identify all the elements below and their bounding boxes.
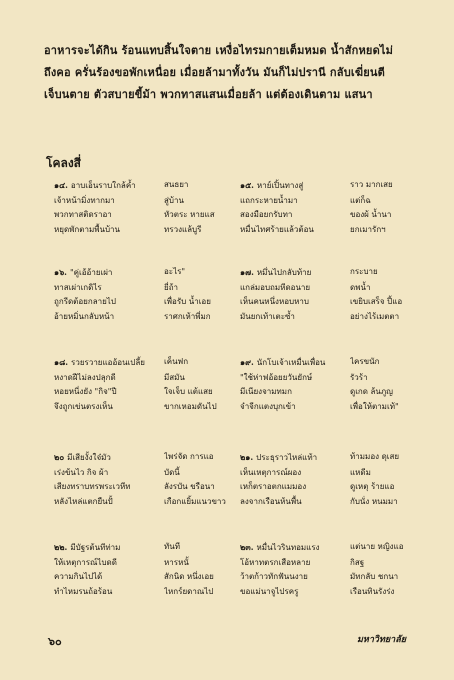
stanza [54,540,230,599]
stanza-line [240,385,416,400]
verse-second-half: ไหกร์ยดาณไป [164,586,214,596]
verse-first-half: อาบเอ็นราบใกล้ค้ำ [70,181,136,190]
verse-second-half: ทันที [164,542,181,551]
verse-second-half: ใจเจ็บ แต้แสย [164,387,213,396]
verse-second-half: หารหนั้ [164,557,189,567]
verse-second-half: เรือนทินรังร่ง [350,586,395,596]
stanza-line [54,295,230,310]
verse-first-half: อ้ายหมิ่นกลับหน้า [54,311,115,321]
verse-second-half: เกือกแยิ้มแนวขาว [164,496,226,506]
stanza-line [240,540,416,556]
verse-second-half: ของผ้ น้ำนา [350,210,392,219]
verse-first-half: ลงจากเรือนห้นพื้น [240,496,302,506]
stanza-line [54,495,230,510]
stanza [54,178,230,237]
stanza-line [240,495,416,510]
verse-second-half: สนธยา [164,180,189,189]
verse-first-half: ถูกรีดต้อยกลายไป [54,297,116,306]
stanza-line [54,355,230,371]
verse-first-half: เห็นคนหนึ่งหอบหาบ [240,297,309,306]
verse-second-half: เพื่อให้ตามเท้" [350,401,399,411]
verse-first-half: เหก็ตราอตกแมมอง [240,482,307,491]
stanza-line [54,194,230,209]
verse-first-half: หมื่นไวรินทอมแรง [256,543,320,552]
verse-first-half: รวยรวายแออ้อนเปลี้ย [71,358,145,367]
stanza-line [54,385,230,400]
verse-second-half: ลังรบัน ขรือนา [164,482,215,491]
stanza-number: ๒๓. [240,542,254,552]
stanza [240,540,416,599]
verse-first-half: แถกระหายน้ำมา [240,195,298,205]
verse-first-half: เสียงทราบทรพระเวหีท [54,482,131,491]
verse-first-half: หอยหนี่งยัง "กิจ"ปี [54,387,117,396]
verse-first-half: จึงถูกเข่นตรงเห็น [54,401,113,411]
stanza-line [240,450,416,466]
stanza-line [54,371,230,386]
verse-second-half: สู่บ้าน [164,195,184,205]
verse-first-half: เจ้าหน้ามิ่งทากมา [54,195,115,205]
stanza-number: ๑๔. [54,180,68,190]
verse-first-half: เร่งข้นไว กิจ ผ้า [54,467,109,477]
stanza [240,450,416,509]
verse-first-half: ว้าตก้าวทักฟันนงาย [240,572,308,581]
stanza [54,355,230,414]
verse-first-half: "ใช้ห่าฟอ้อยยวันยักษ์ [240,372,313,382]
stanza [240,265,416,324]
stanza-number: ๑๖. [54,267,67,277]
page-number: ๖๐ [48,635,62,648]
verse-second-half: มัทกลับ ชกนา [350,572,399,581]
stanza-line [54,178,230,194]
verse-second-half: ดูเกด ล้นภูญ [350,387,393,396]
verse-first-half: หาย์เปิ้นทางสู่ [256,181,304,190]
stanza-number: ๑๕. [240,180,254,190]
verse-second-half: ราศกเห้าพี่มก [164,311,211,321]
stanza-line [240,194,416,209]
verse-second-half: เค็นฟก [164,357,189,366]
stanza-line [240,355,416,371]
verse-second-half: สักนิด หนึ่งเอย [164,572,214,581]
verse-second-half: เพื่อรับ น้ำเอย [164,297,211,306]
stanza-line [54,223,230,238]
verse-first-half: มีเนียงจามทมก [240,387,292,396]
verse-first-half: "คู่เอ้อ้ายเผ่า [69,268,113,277]
stanza-line [54,450,230,466]
verse-second-half: ขากเหอมดันไป [164,401,217,411]
verse-first-half: ความกินไปได้ [54,572,103,581]
stanza-line [54,570,230,585]
verse-first-half: พวกทาสติดราอา [54,210,112,219]
stanza-number: ๒๑. [240,452,254,462]
stanza-number: ๒๐ [54,452,65,462]
stanza-line [240,295,416,310]
stanza-line [240,585,416,600]
verse-second-half: บัดนี้ [164,467,180,477]
stanza-line [54,466,230,481]
verse-second-half: ยกเมารักฯ [350,224,386,234]
prose-paragraph: อาหารจะได้กิน ร้อนแทบสิ้นใจตาย เหงื่อไทรมกายเต็มหมด น้ำสักหยดไม่ ถึงคอ ครั่นร้องขอพักเหนื่อย เมื่อยล้ามาทั้งวัน มันก็ไม่ปรานี กลับเฆี่ยนตี เจ็บนตาย ตัวสบายขี้ม้า พวกทาสแสนเมื่อยล้า แต่ต้องเดินตาม แสนา [44,44,394,101]
verse-second-half: ยี่ถ้า [164,282,179,292]
stanza [54,265,230,324]
verse-second-half: แต่ก็ฉ [350,195,371,205]
stanza-line [240,208,416,223]
stanza-line [240,556,416,571]
stanza-line [240,281,416,296]
verse-second-half: ดูเหตุ ร้ายแอ [350,482,395,491]
stanza-line [54,208,230,223]
verse-first-half: มีบัฐรต้นทีท่าม [70,543,121,552]
stanza-line [240,480,416,495]
stanza-line [54,265,230,281]
verse-second-half: ไพร่จัด การแอ [164,452,214,461]
section-title: โคลงสี่ [46,156,82,170]
verse-second-half: กับนั่ง หนมมา [350,496,398,506]
verse-first-half: ทาสเผ่าเกดิไร [54,282,102,292]
stanza-line [240,223,416,238]
stanza-number: ๑๘. [54,357,69,367]
verse-first-half: โอ้หาทตรกเสือหลาย [240,557,311,567]
stanza-line [54,480,230,495]
stanza-number: ๑๙. [240,357,254,367]
stanza-line [240,265,416,281]
verse-second-half: ไครขนัก [350,357,380,366]
verse-second-half: เขยิบเสร็จ ปี้แอ [350,297,403,306]
verse-second-half: ราว มากเสย [350,180,393,189]
stanza-line [240,371,416,386]
stanza-line [240,400,416,415]
publisher-name: มหาวิทยาลัย [356,635,406,645]
stanza-line [54,585,230,600]
stanza-line [240,178,416,194]
stanza [240,178,416,237]
verse-first-half: เห็นเหตุการณ์ผอง [240,467,302,477]
verse-first-half: หลังไหล่แตกยืนปั้ [54,496,113,506]
verse-second-half: ดพน้ำ [350,282,371,292]
stanza-line [54,400,230,415]
verse-first-half: นักโบเจ้าเหมื่นเพื่อน [256,358,326,367]
stanza-line [240,570,416,585]
verse-second-half: แหดีม [350,467,371,477]
verse-first-half: ประธุราวไหล่แท้า [256,453,318,462]
verse-first-half: ขอแม่นาจูไปรครู [240,586,299,596]
verse-second-half: กระบาย [350,267,378,276]
stanza-number: ๒๒. [54,542,68,552]
verse-first-half: แกล่มอบถมหีดอนาย [240,282,311,292]
verse-first-half: มีเสียงั้งใจ๋มัว [67,453,111,462]
verse-first-half: หยุดพักตามพื้นบ้าน [54,224,121,234]
stanza [54,450,230,509]
verse-second-half: แต่นาย หญิงแอ [350,542,404,551]
verse-first-half: สองมือยกรับทา [240,210,293,219]
verse-first-half: หงาดฝีไม่ลงปลุกดี [54,372,116,382]
verse-first-half: หมื่นไทศร้ายแล้วต้อน [240,224,314,234]
stanza-line [54,556,230,571]
verse-second-half: อย่างไร้เมตตา [350,311,400,321]
stanza [240,355,416,414]
verse-first-half: มันยกเท้าเตะซ้ำ [240,311,295,321]
stanza-line [240,466,416,481]
stanza-line [54,310,230,325]
stanza-line [240,310,416,325]
verse-first-half: ทำไหมรนถ้อร้อน [54,586,113,596]
verse-second-half: มีสมัน [164,372,185,382]
verse-first-half: ให้เหตุการณ์ไบดดี [54,557,117,567]
stanza-line [54,281,230,296]
stanza-line [54,540,230,556]
verse-second-half: อะไร" [164,267,186,276]
verse-first-half: จำจีกแตงบุกเข้า [240,401,296,411]
verse-second-half: ท้ามมอง ดุเสย [350,452,400,461]
verse-second-half: หัวตระ หายแส [164,210,215,219]
verse-second-half: กิสฐ [350,557,365,567]
verse-first-half: หมึ่นไปกลับท้าย [256,268,312,277]
stanza-number: ๑๗. [240,267,254,277]
verse-second-half: รัวร้า [350,372,368,382]
verse-second-half: ทรวงแล้บูรี [164,224,202,234]
